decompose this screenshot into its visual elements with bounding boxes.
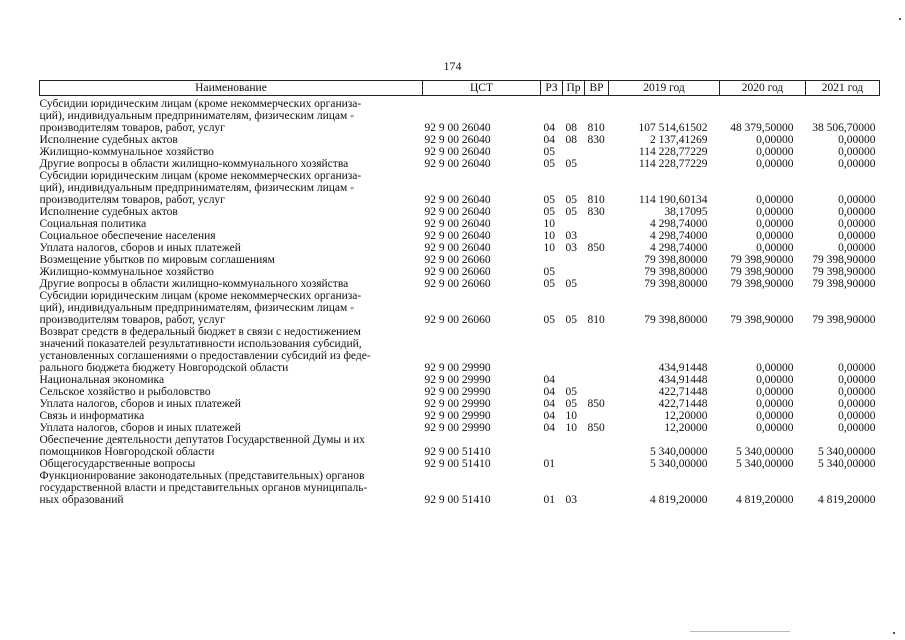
row-y2021: 0,00000 bbox=[838, 386, 876, 398]
row-y2020: 0,00000 bbox=[756, 374, 794, 386]
row-y2020: 0,00000 bbox=[756, 158, 794, 170]
table-row bbox=[40, 398, 880, 410]
row-rz: 05 bbox=[543, 206, 555, 218]
row-y2020: 0,00000 bbox=[756, 134, 794, 146]
row-name bbox=[40, 458, 423, 470]
row-y2019: 79 398,80000 bbox=[644, 266, 708, 278]
row-y2020: 0,00000 bbox=[756, 410, 794, 422]
table-row bbox=[40, 434, 880, 458]
row-rz: 01 bbox=[543, 494, 555, 506]
row-name-line: ций), индивидуальным предпринимателям, физическим лицам - bbox=[39, 302, 354, 314]
row-vr bbox=[585, 158, 609, 170]
row-y2019: 114 228,77229 bbox=[638, 158, 708, 170]
header-cst: ЦСТ bbox=[423, 81, 541, 96]
row-cst: 92 9 00 26040 bbox=[424, 134, 491, 146]
table-row bbox=[40, 278, 880, 290]
budget-table bbox=[39, 80, 880, 506]
row-y2019: 79 398,80000 bbox=[644, 314, 708, 326]
scan-artifact-line bbox=[690, 631, 790, 632]
header-2020: 2020 год bbox=[720, 81, 806, 96]
table-row bbox=[40, 458, 880, 470]
row-rz bbox=[541, 254, 563, 266]
row-rz: 05 bbox=[543, 158, 555, 170]
row-name-line: Возмещение убытков по мировым соглашениям bbox=[39, 254, 275, 266]
header-pr: Пр bbox=[563, 81, 585, 96]
row-y2019: 4 819,20000 bbox=[650, 494, 708, 506]
table-row bbox=[40, 170, 880, 206]
header-2021: 2021 год bbox=[806, 81, 880, 96]
row-y2020: 79 398,90000 bbox=[730, 266, 794, 278]
row-rz: 05 bbox=[543, 278, 555, 290]
row-name bbox=[40, 470, 423, 506]
row-cst: 92 9 00 26040 bbox=[424, 218, 491, 230]
row-rz: 10 bbox=[543, 218, 555, 230]
row-y2020: 79 398,90000 bbox=[730, 278, 794, 290]
row-name-line: Связь и информатика bbox=[39, 410, 145, 422]
row-y2019: 434,91448 bbox=[658, 374, 708, 386]
row-cst: 92 9 00 29990 bbox=[424, 422, 491, 434]
row-name-line: помощников Новгородской области bbox=[39, 446, 215, 458]
row-pr: 10 bbox=[565, 410, 577, 422]
row-y2020: 0,00000 bbox=[756, 206, 794, 218]
table-row bbox=[40, 134, 880, 146]
row-y2021: 79 398,90000 bbox=[812, 278, 876, 290]
row-name bbox=[40, 398, 423, 410]
row-y2019: 422,71448 bbox=[658, 386, 708, 398]
row-name bbox=[40, 278, 423, 290]
row-y2019: 4 298,74000 bbox=[650, 230, 708, 242]
row-cst: 92 9 00 51410 bbox=[424, 494, 491, 506]
row-y2020: 79 398,90000 bbox=[730, 314, 794, 326]
row-cst: 92 9 00 26060 bbox=[424, 254, 491, 266]
row-cst: 92 9 00 26040 bbox=[424, 146, 491, 158]
row-name bbox=[40, 290, 423, 326]
row-cst: 92 9 00 26040 bbox=[424, 194, 491, 206]
row-pr: 05 bbox=[565, 386, 577, 398]
table-row bbox=[40, 146, 880, 158]
row-vr: 810 bbox=[587, 194, 605, 206]
row-vr: 850 bbox=[587, 398, 605, 410]
row-rz: 04 bbox=[543, 374, 555, 386]
row-y2021: 0,00000 bbox=[838, 146, 876, 158]
row-y2021: 0,00000 bbox=[838, 422, 876, 434]
row-y2020: 0,00000 bbox=[756, 218, 794, 230]
row-cst: 92 9 00 26040 bbox=[424, 206, 491, 218]
row-vr bbox=[585, 278, 609, 290]
row-y2021: 0,00000 bbox=[838, 134, 876, 146]
row-name-line: Другие вопросы в области жилищно-коммунального хозяйства bbox=[39, 158, 349, 170]
row-cst: 92 9 00 26060 bbox=[424, 266, 491, 278]
row-name-line: Жилищно-коммунальное хозяйство bbox=[39, 266, 214, 278]
row-y2020: 0,00000 bbox=[756, 242, 794, 254]
row-pr: 05 bbox=[565, 398, 577, 410]
row-cst: 92 9 00 26060 bbox=[424, 278, 491, 290]
row-cst: 92 9 00 26040 bbox=[424, 230, 491, 242]
row-name bbox=[40, 242, 423, 254]
row-rz: 10 bbox=[543, 230, 555, 242]
row-pr: 05 bbox=[565, 206, 577, 218]
row-y2019: 434,91448 bbox=[658, 362, 708, 374]
row-name-line: Сельское хозяйство и рыболовство bbox=[39, 386, 211, 398]
row-y2021: 0,00000 bbox=[838, 410, 876, 422]
row-pr bbox=[563, 374, 585, 386]
row-name-line: государственной власти и представительных органов муниципаль- bbox=[39, 482, 368, 494]
row-pr bbox=[563, 266, 585, 278]
row-y2020: 0,00000 bbox=[756, 386, 794, 398]
row-y2019: 4 298,74000 bbox=[650, 242, 708, 254]
row-y2020: 0,00000 bbox=[756, 146, 794, 158]
row-name-line: Исполнение судебных актов bbox=[39, 206, 178, 218]
row-rz: 04 bbox=[543, 422, 555, 434]
table-row bbox=[40, 206, 880, 218]
header-2019: 2019 год bbox=[609, 81, 720, 96]
row-rz: 04 bbox=[543, 410, 555, 422]
row-vr bbox=[585, 218, 609, 230]
table-row bbox=[40, 386, 880, 398]
table-row bbox=[40, 470, 880, 506]
row-y2021: 0,00000 bbox=[838, 230, 876, 242]
row-pr bbox=[563, 326, 585, 374]
row-cst: 92 9 00 26040 bbox=[424, 242, 491, 254]
row-cst: 92 9 00 29990 bbox=[424, 398, 491, 410]
row-y2019: 5 340,00000 bbox=[650, 446, 708, 458]
row-y2020: 0,00000 bbox=[756, 398, 794, 410]
row-name-line: Другие вопросы в области жилищно-коммунального хозяйства bbox=[39, 278, 349, 290]
row-y2019: 38,17095 bbox=[664, 206, 708, 218]
row-name-line: Социальная политика bbox=[39, 218, 147, 230]
row-pr bbox=[563, 218, 585, 230]
row-name bbox=[40, 218, 423, 230]
table-row bbox=[40, 290, 880, 326]
row-cst: 92 9 00 29990 bbox=[424, 374, 491, 386]
row-name bbox=[40, 146, 423, 158]
row-y2019: 12,20000 bbox=[664, 410, 708, 422]
row-name-line: производителям товаров, работ, услуг bbox=[39, 122, 225, 134]
table-row bbox=[40, 230, 880, 242]
table-row bbox=[40, 422, 880, 434]
row-y2021: 0,00000 bbox=[838, 206, 876, 218]
row-cst: 92 9 00 26040 bbox=[424, 158, 491, 170]
row-pr bbox=[563, 254, 585, 266]
row-pr: 03 bbox=[565, 242, 577, 254]
row-pr bbox=[563, 458, 585, 470]
row-name-line: Общегосударственные вопросы bbox=[39, 458, 196, 470]
table-row bbox=[40, 266, 880, 278]
row-cst: 92 9 00 51410 bbox=[424, 446, 491, 458]
row-rz: 01 bbox=[543, 458, 555, 470]
row-y2021: 0,00000 bbox=[838, 218, 876, 230]
row-y2021: 79 398,90000 bbox=[812, 314, 876, 326]
row-pr: 05 bbox=[565, 158, 577, 170]
row-y2021: 0,00000 bbox=[838, 158, 876, 170]
row-rz bbox=[541, 326, 563, 374]
row-y2020: 5 340,00000 bbox=[736, 458, 794, 470]
row-y2020: 0,00000 bbox=[756, 194, 794, 206]
row-vr bbox=[585, 386, 609, 398]
row-name-line: значений показателей результативности использования субсидий, bbox=[39, 338, 362, 350]
row-cst: 92 9 00 29990 bbox=[424, 386, 491, 398]
row-name bbox=[40, 158, 423, 170]
row-name-line: Социальное обеспечение населения bbox=[39, 230, 216, 242]
row-y2019: 5 340,00000 bbox=[650, 458, 708, 470]
row-name-line: Уплата налогов, сборов и иных платежей bbox=[39, 422, 241, 434]
table-row bbox=[40, 254, 880, 266]
row-name-line: Субсидии юридическим лицам (кроме некоммерческих организа- bbox=[39, 98, 362, 110]
row-name-line: Субсидии юридическим лицам (кроме некоммерческих организа- bbox=[39, 290, 362, 302]
table-row bbox=[40, 326, 880, 374]
row-name-line: Функционирование законодательных (представительных) органов bbox=[39, 470, 365, 482]
row-y2019: 422,71448 bbox=[658, 398, 708, 410]
header-vr: ВР bbox=[585, 81, 609, 96]
row-y2019: 79 398,80000 bbox=[644, 278, 708, 290]
row-vr bbox=[585, 326, 609, 374]
table-row bbox=[40, 158, 880, 170]
row-name bbox=[40, 386, 423, 398]
row-name bbox=[40, 230, 423, 242]
scan-artifact bbox=[893, 632, 895, 634]
row-y2021: 4 819,20000 bbox=[818, 494, 876, 506]
row-vr bbox=[585, 434, 609, 458]
row-y2020: 0,00000 bbox=[756, 422, 794, 434]
row-pr: 03 bbox=[565, 494, 577, 506]
row-rz: 04 bbox=[543, 134, 555, 146]
table-row bbox=[40, 374, 880, 386]
row-name bbox=[40, 206, 423, 218]
row-name-line: производителям товаров, работ, услуг bbox=[39, 194, 225, 206]
row-y2021: 38 506,70000 bbox=[812, 122, 876, 134]
row-vr: 810 bbox=[587, 122, 605, 134]
row-pr: 10 bbox=[565, 422, 577, 434]
row-name bbox=[40, 170, 423, 206]
row-pr: 05 bbox=[565, 314, 577, 326]
row-name-line: Возврат средств в федеральный бюджет в связи с недостижением bbox=[39, 326, 361, 338]
row-y2021: 0,00000 bbox=[838, 362, 876, 374]
row-pr: 05 bbox=[565, 278, 577, 290]
row-y2021: 5 340,00000 bbox=[818, 446, 876, 458]
row-y2019: 79 398,80000 bbox=[644, 254, 708, 266]
table-body bbox=[40, 96, 880, 507]
row-vr: 830 bbox=[587, 206, 605, 218]
row-name bbox=[40, 422, 423, 434]
table-row bbox=[40, 218, 880, 230]
row-rz: 05 bbox=[543, 314, 555, 326]
row-pr: 05 bbox=[565, 194, 577, 206]
row-cst: 92 9 00 29990 bbox=[424, 410, 491, 422]
row-name bbox=[40, 326, 423, 374]
row-vr bbox=[585, 146, 609, 158]
page-number: 174 bbox=[443, 59, 462, 73]
row-name-line: производителям товаров, работ, услуг bbox=[39, 314, 225, 326]
row-y2020: 4 819,20000 bbox=[736, 494, 794, 506]
row-vr bbox=[585, 266, 609, 278]
row-rz: 05 bbox=[543, 146, 555, 158]
row-vr: 810 bbox=[587, 314, 605, 326]
row-cst: 92 9 00 26060 bbox=[424, 314, 491, 326]
row-name-line: рального бюджета бюджету Новгородской области bbox=[39, 362, 289, 374]
row-vr bbox=[585, 470, 609, 506]
row-pr: 08 bbox=[565, 134, 577, 146]
row-y2019: 4 298,74000 bbox=[650, 218, 708, 230]
row-vr bbox=[585, 374, 609, 386]
row-y2020: 5 340,00000 bbox=[736, 446, 794, 458]
row-cst: 92 9 00 51410 bbox=[424, 458, 491, 470]
scan-artifact bbox=[899, 18, 901, 20]
table-row bbox=[40, 96, 880, 135]
row-vr: 850 bbox=[587, 242, 605, 254]
row-name-line: ций), индивидуальным предпринимателям, физическим лицам - bbox=[39, 182, 354, 194]
row-pr: 03 bbox=[565, 230, 577, 242]
row-y2021: 0,00000 bbox=[838, 242, 876, 254]
row-y2020: 48 379,50000 bbox=[730, 122, 794, 134]
row-rz bbox=[541, 434, 563, 458]
row-name-line: ных образований bbox=[39, 494, 124, 506]
table-row bbox=[40, 410, 880, 422]
row-cst: 92 9 00 29990 bbox=[424, 362, 491, 374]
row-cst: 92 9 00 26040 bbox=[424, 122, 491, 134]
row-name-line: Субсидии юридическим лицам (кроме некоммерческих организа- bbox=[39, 170, 362, 182]
row-y2021: 5 340,00000 bbox=[818, 458, 876, 470]
table-row bbox=[40, 242, 880, 254]
header-name: Наименование bbox=[40, 81, 423, 96]
row-y2020: 79 398,90000 bbox=[730, 254, 794, 266]
row-rz: 04 bbox=[543, 122, 555, 134]
row-name-line: Обеспечение деятельности депутатов Государственной Думы и их bbox=[39, 434, 365, 446]
row-rz: 04 bbox=[543, 386, 555, 398]
row-y2021: 79 398,90000 bbox=[812, 254, 876, 266]
row-name bbox=[40, 134, 423, 146]
row-y2020: 0,00000 bbox=[756, 230, 794, 242]
row-name-line: Жилищно-коммунальное хозяйство bbox=[39, 146, 214, 158]
row-rz: 05 bbox=[543, 266, 555, 278]
row-name bbox=[40, 266, 423, 278]
header-rz: РЗ bbox=[541, 81, 563, 96]
row-name-line: Уплата налогов, сборов и иных платежей bbox=[39, 398, 241, 410]
row-name-line: Национальная экономика bbox=[39, 374, 165, 386]
row-vr bbox=[585, 458, 609, 470]
row-rz: 05 bbox=[543, 194, 555, 206]
row-y2019: 2 137,41269 bbox=[650, 134, 708, 146]
row-y2020: 0,00000 bbox=[756, 362, 794, 374]
row-name bbox=[40, 254, 423, 266]
row-y2021: 79 398,90000 bbox=[812, 266, 876, 278]
row-name bbox=[40, 434, 423, 458]
row-vr bbox=[585, 254, 609, 266]
row-name bbox=[40, 96, 423, 135]
row-rz: 04 bbox=[543, 398, 555, 410]
row-name-line: ций), индивидуальным предпринимателям, физическим лицам - bbox=[39, 110, 354, 122]
row-y2021: 0,00000 bbox=[838, 374, 876, 386]
row-name bbox=[40, 374, 423, 386]
row-y2019: 114 190,60134 bbox=[638, 194, 708, 206]
row-y2021: 0,00000 bbox=[838, 398, 876, 410]
row-vr: 830 bbox=[587, 134, 605, 146]
row-name bbox=[40, 410, 423, 422]
row-y2019: 12,20000 bbox=[664, 422, 708, 434]
row-pr bbox=[563, 434, 585, 458]
row-rz: 10 bbox=[543, 242, 555, 254]
row-name-line: Уплата налогов, сборов и иных платежей bbox=[39, 242, 241, 254]
row-vr: 850 bbox=[587, 422, 605, 434]
row-vr bbox=[585, 410, 609, 422]
row-y2021: 0,00000 bbox=[838, 194, 876, 206]
row-pr bbox=[563, 146, 585, 158]
row-name-line: Исполнение судебных актов bbox=[39, 134, 178, 146]
row-pr: 08 bbox=[565, 122, 577, 134]
row-y2019: 107 514,61502 bbox=[638, 122, 708, 134]
table-header-row bbox=[40, 81, 880, 96]
row-vr bbox=[585, 230, 609, 242]
row-name-line: установленных соглашениями о предоставлении субсидий из феде- bbox=[39, 350, 371, 362]
row-y2019: 114 228,77229 bbox=[638, 146, 708, 158]
